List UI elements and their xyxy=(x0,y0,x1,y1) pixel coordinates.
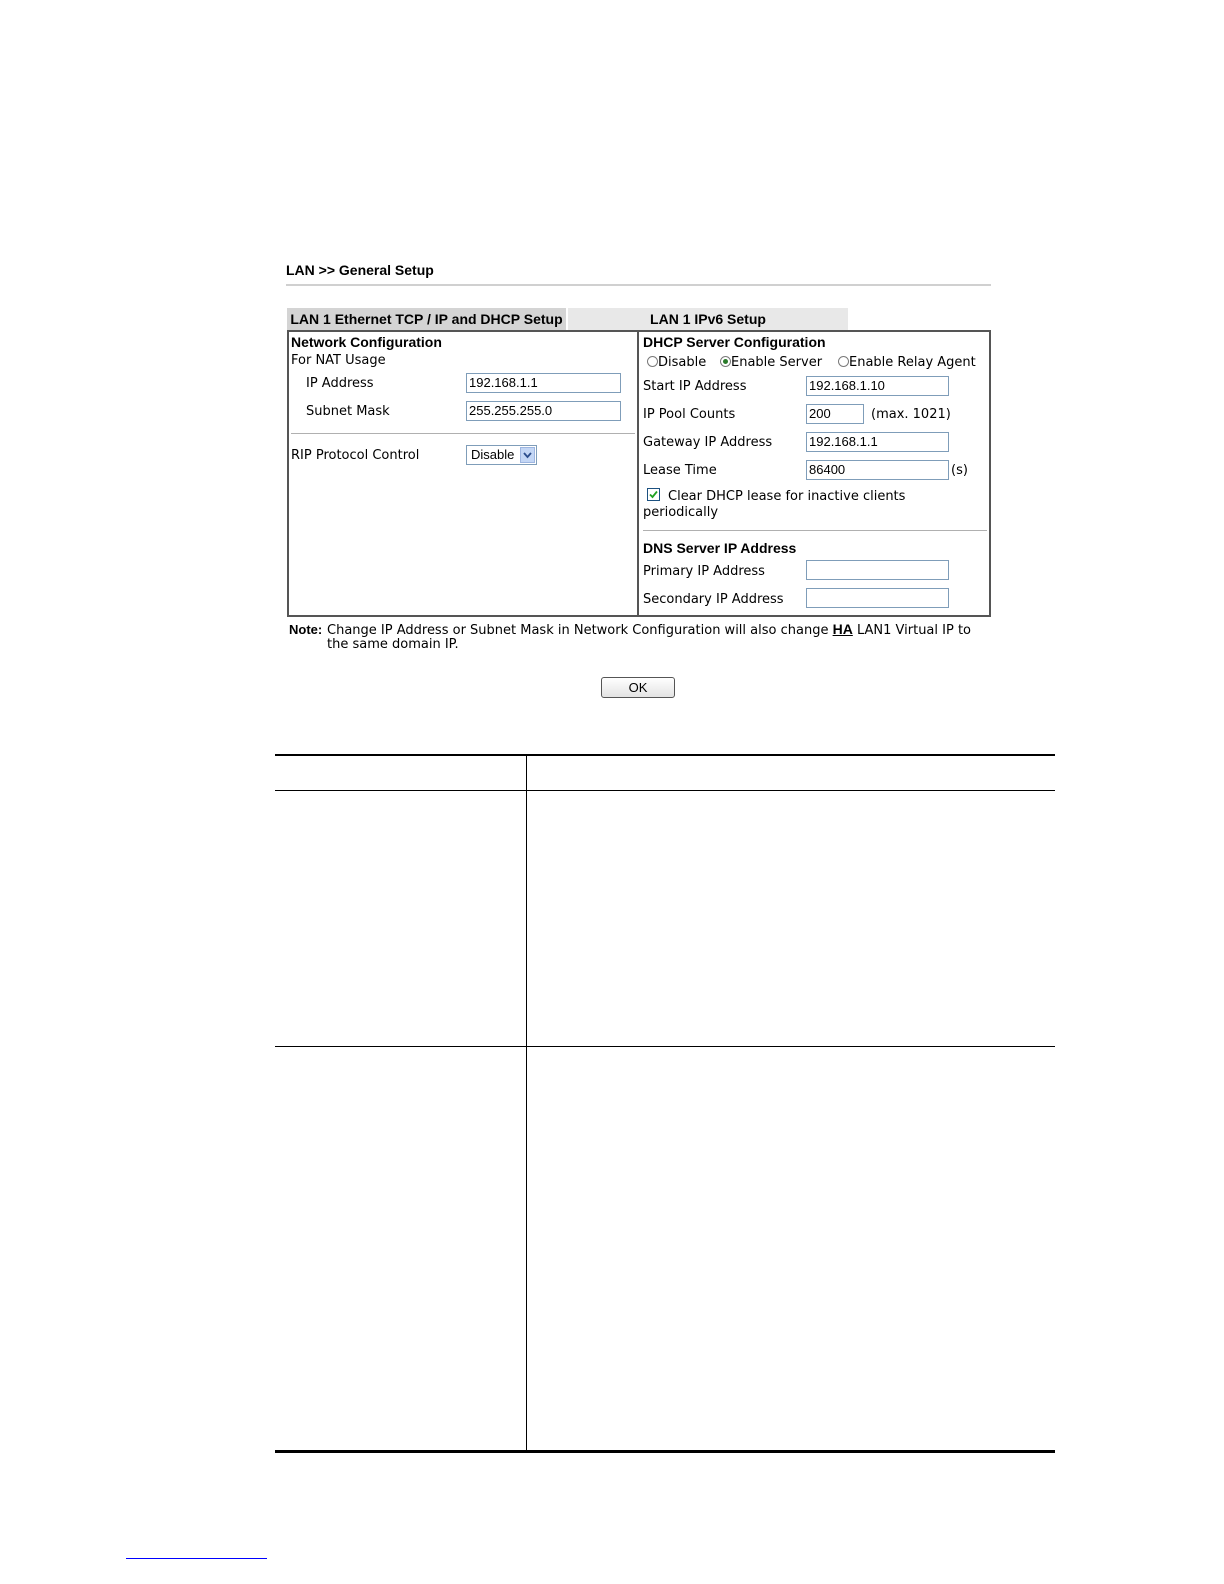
nat-usage-label: For NAT Usage xyxy=(291,353,386,368)
note-text-cont: the same domain IP. xyxy=(327,637,459,652)
gateway-ip-input[interactable]: 192.168.1.1 xyxy=(806,432,949,452)
gateway-ip-label: Gateway IP Address xyxy=(643,435,773,450)
rip-protocol-label: RIP Protocol Control xyxy=(291,448,420,463)
dns-heading: DNS Server IP Address xyxy=(643,540,797,556)
rip-protocol-select[interactable] xyxy=(466,445,537,465)
subnet-mask-input[interactable]: 255.255.255.0 xyxy=(466,401,621,421)
radio-disable-option[interactable] xyxy=(647,355,706,371)
footer-link-underline xyxy=(126,1558,267,1559)
check-icon xyxy=(648,489,659,500)
secondary-dns-label: Secondary IP Address xyxy=(643,592,784,607)
ip-pool-input[interactable]: 200 xyxy=(806,404,864,424)
ip-pool-label: IP Pool Counts xyxy=(643,407,736,422)
start-ip-label: Start IP Address xyxy=(643,379,747,394)
breadcrumb-divider xyxy=(286,284,991,286)
subnet-mask-label: Subnet Mask xyxy=(306,404,390,419)
ip-pool-max: (max. 1021) xyxy=(871,407,951,422)
panel-divider xyxy=(637,330,639,617)
ok-button[interactable]: OK xyxy=(601,677,675,698)
network-divider xyxy=(291,433,635,434)
table-header-border xyxy=(275,790,1055,791)
dhcp-divider xyxy=(643,530,987,531)
clear-dhcp-label: Clear DHCP lease for inactive clients xyxy=(668,489,906,504)
radio-relay-agent-option[interactable] xyxy=(838,355,976,371)
ha-link[interactable]: HA xyxy=(832,621,853,637)
tab-lan1-ethernet[interactable]: LAN 1 Ethernet TCP / IP and DHCP Setup xyxy=(287,308,566,330)
secondary-dns-input[interactable] xyxy=(806,588,949,608)
start-ip-input[interactable]: 192.168.1.10 xyxy=(806,376,949,396)
table-row-border xyxy=(275,1046,1055,1047)
radio-relay-agent[interactable] xyxy=(838,356,849,367)
table-top-border xyxy=(275,754,1055,756)
radio-enable-server[interactable] xyxy=(720,356,731,367)
radio-enable-server-option[interactable] xyxy=(720,355,822,371)
tab-lan1-ipv6[interactable]: LAN 1 IPv6 Setup xyxy=(568,308,848,330)
primary-dns-label: Primary IP Address xyxy=(643,564,765,579)
rip-protocol-value: Disable xyxy=(471,447,515,462)
radio-enable-server-label: Enable Server xyxy=(731,355,823,370)
note-text-part-1: Change IP Address or Subnet Mask in Network Configuration will also change xyxy=(327,623,829,638)
clear-dhcp-label-cont: periodically xyxy=(643,505,719,520)
radio-disable[interactable] xyxy=(647,356,658,367)
note-text-part-2: LAN1 Virtual IP to xyxy=(856,623,971,638)
table-column-divider xyxy=(526,755,527,1451)
network-config-heading: Network Configuration xyxy=(291,334,442,350)
ip-address-input[interactable]: 192.168.1.1 xyxy=(466,373,621,393)
lease-time-input[interactable]: 86400 xyxy=(806,460,949,480)
ip-address-label: IP Address xyxy=(306,376,374,391)
lease-time-unit: (s) xyxy=(951,463,968,478)
breadcrumb: LAN >> General Setup xyxy=(286,262,434,278)
note-label: Note: xyxy=(289,622,323,637)
clear-dhcp-checkbox[interactable] xyxy=(647,488,660,501)
dhcp-config-heading: DHCP Server Configuration xyxy=(643,334,826,350)
chevron-down-icon[interactable] xyxy=(520,447,535,463)
lease-time-label: Lease Time xyxy=(643,463,717,478)
radio-relay-agent-label: Enable Relay Agent xyxy=(849,355,976,370)
radio-disable-label: Disable xyxy=(658,355,707,370)
table-bottom-border xyxy=(275,1450,1055,1453)
primary-dns-input[interactable] xyxy=(806,560,949,580)
